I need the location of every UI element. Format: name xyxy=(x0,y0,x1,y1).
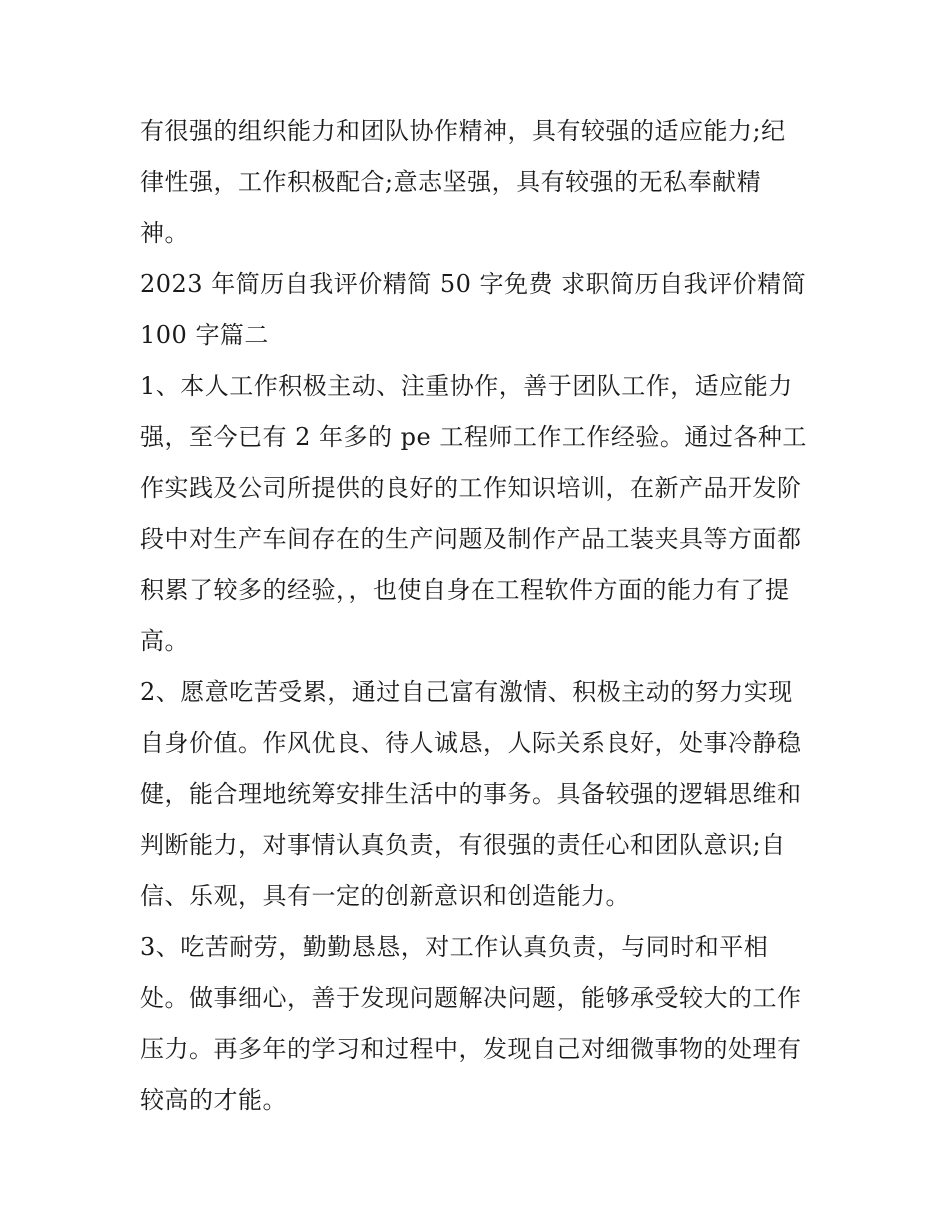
text-line: 判断能力，对事情认真负责，有很强的责任心和团队意识;自 xyxy=(140,831,786,859)
section-heading-line: 100 字篇二 xyxy=(140,321,269,349)
text-line: 较高的才能。 xyxy=(140,1086,287,1114)
text-line: 积累了较多的经验，，也使自身在工程软件方面的能力有了提 xyxy=(140,576,790,604)
text-line: 3、吃苦耐劳，勤勤恳恳，对工作认真负责，与同时和平相 xyxy=(140,933,769,961)
document-body xyxy=(140,106,820,1126)
text-line: 神。 xyxy=(140,219,189,247)
text-line: 压力。再多年的学习和过程中，发现自己对细微事物的处理有 xyxy=(140,1035,802,1063)
text-line: 作实践及公司所提供的良好的工作知识培训，在新产品开发阶 xyxy=(140,474,802,502)
text-line: 1、本人工作积极主动、注重协作，善于团队工作，适应能力 xyxy=(140,372,793,400)
text-line: 处。做事细心，善于发现问题解决问题，能够承受较大的工作 xyxy=(140,984,802,1012)
text-line: 有很强的组织能力和团队协作精神，具有较强的适应能力;纪 xyxy=(140,117,786,145)
text-line: 健，能合理地统筹安排生活中的事务。具备较强的逻辑思维和 xyxy=(140,780,802,808)
text-line: 高。 xyxy=(140,627,189,655)
text-line: 强，至今已有 2 年多的 pe 工程师工作工作经验。通过各种工 xyxy=(140,423,807,451)
text-line: 自身价值。作风优良、待人诚恳，人际关系良好，处事冷静稳 xyxy=(140,729,802,757)
text-line: 信、乐观，具有一定的创新意识和创造能力。 xyxy=(140,882,630,910)
text-line: 律性强，工作积极配合;意志坚强，具有较强的无私奉献精 xyxy=(140,168,762,196)
text-line: 2、愿意吃苦受累，通过自己富有激情、积极主动的努力实现 xyxy=(140,678,793,706)
text-line: 段中对生产车间存在的生产问题及制作产品工装夹具等方面都 xyxy=(140,525,802,553)
section-heading-line: 2023 年简历自我评价精简 50 字免费 求职简历自我评价精简 xyxy=(140,270,807,298)
